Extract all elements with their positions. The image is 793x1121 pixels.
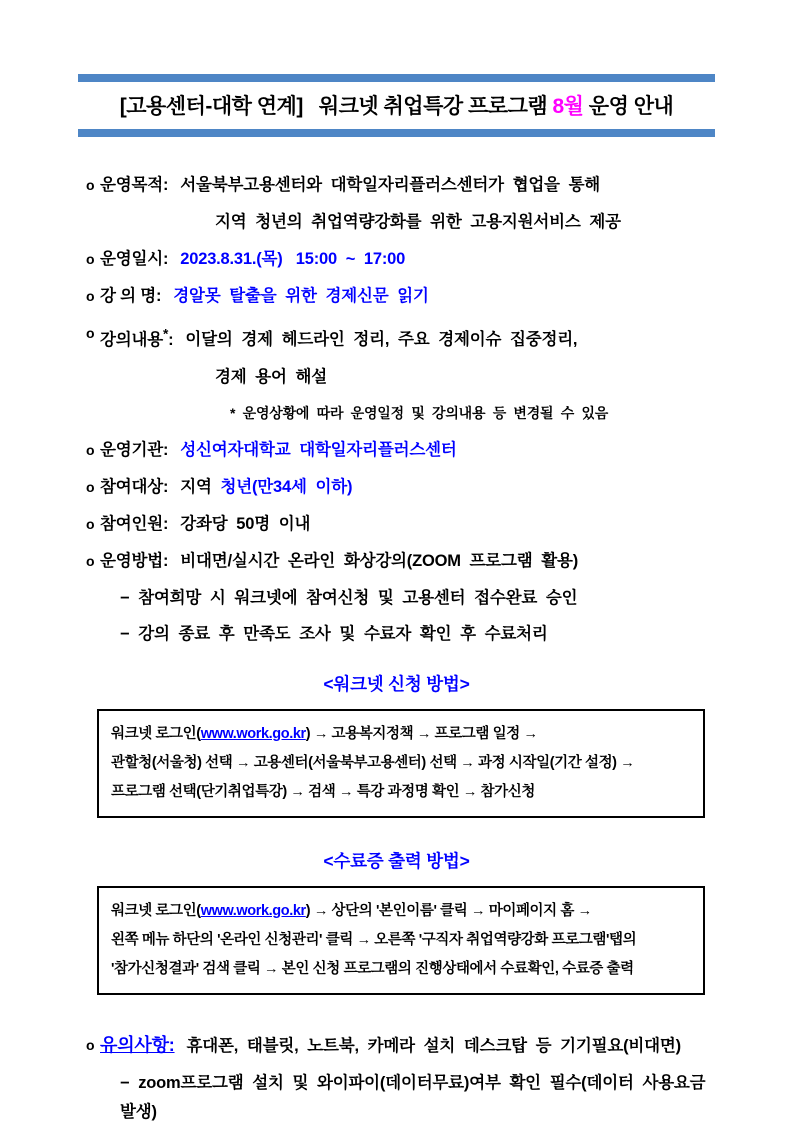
method-subline-2: − 강의 종료 후 만족도 조사 및 수료자 확인 후 수료처리 [120,624,548,643]
target-value-highlight: 청년(만34세 이하) [220,477,353,496]
contents-change-note: * 운영상황에 따라 운영일정 및 강의내용 등 변경될 수 있음 [230,404,609,421]
title-suffix: 운영 안내 [583,95,674,118]
worknet-apply-line1: 워크넷 로그인(www.work.go.kr) → 고용복지정책 → 프로그램 일정 → [111,725,538,742]
notice-label: 유의사항: [100,1034,175,1055]
certificate-print-line2: 왼쪽 메뉴 하단의 '온라인 신청관리' 클릭 → 오른쪽 '구직자 취업역량강화 프로그램'탭의 [111,931,637,948]
notice-section [78,1031,715,1121]
organizer-value: 성신여자대학교 대학일자리플러스센터 [180,440,457,459]
capacity-label: 참여인원: [100,514,169,533]
method-label: 운영방법: [100,551,169,570]
info-list [78,171,715,1121]
bullet-marker: o [86,441,95,458]
notice-subline: − zoom프로그램 설치 및 와이파이(데이터무료)여부 확인 필수(데이터 사용요금 발생) [120,1073,715,1121]
bullet-marker: o [86,177,95,193]
target-label: 참여대상: [100,477,169,496]
bullet-marker: o [86,515,95,532]
info-row-target [78,473,715,502]
bullet-marker: o [86,1036,95,1053]
info-row-purpose [78,171,715,200]
notice-value: 휴대폰, 태블릿, 노트북, 카메라 설치 데스크탑 등 기기필요(비대면) [186,1036,681,1055]
method-subline-1: − 참여희망 시 워크넷에 참여신청 및 고용센터 접수완료 승인 [120,588,578,607]
bullet-marker: o [86,478,95,495]
certificate-print-box [97,886,705,995]
document-page [78,74,715,1121]
title-bottom-rule [78,129,715,137]
title-top-rule [78,74,715,82]
page-title [78,82,715,129]
contents-value: 이달의 경제 헤드라인 정리, 주요 경제이슈 집중정리, [185,330,578,349]
bullet-marker: o [86,288,95,304]
organizer-label: 운영기관: [100,440,169,459]
notice-row [78,1031,715,1061]
lecture-name-value: 경알못 탈출을 위한 경제신문 읽기 [173,287,429,305]
datetime-label: 운영일시: [100,250,169,268]
bullet-marker: o [86,325,95,341]
method-value: 비대면/실시간 온라인 화상강의(ZOOM 프로그램 활용) [180,551,579,570]
bullet-marker: o [86,251,95,267]
purpose-value-line2: 지역 청년의 취업역량강화를 위한 고용지원서비스 제공 [215,213,621,231]
info-row-lecture-name [78,282,715,311]
certificate-print-line3: '참가신청결과' 검색 클릭 → 본인 신청 프로그램의 진행상태에서 수료확인, 수료증 출력 [111,960,634,977]
title-main: 워크넷 취업특강 프로그램 [318,95,553,118]
capacity-value: 강좌당 50명 이내 [180,514,311,533]
worknet-link[interactable]: www.work.go.kr [200,725,306,742]
target-value-prefix: 지역 [180,477,221,496]
contents-label-superscript: * [162,326,169,341]
worknet-apply-line3: 프로그램 선택(단기취업특강) → 검색 → 특강 과정명 확인 → 참가신청 [111,783,535,800]
bullet-marker: o [86,552,95,569]
info-row-capacity [78,510,715,539]
lecture-name-label: 강 의 명: [100,287,162,305]
info-row-datetime [78,245,715,274]
contents-value-line2: 경제 용어 해설 [215,367,327,386]
datetime-value: 2023.8.31.(목) 15:00 ~ 17:00 [180,250,406,268]
worknet-apply-line2: 관할청(서울청) 선택 → 고용센터(서울북부고용센터) 선택 → 과정 시작일(기간 설정) → [111,754,635,771]
info-row-method [78,547,715,576]
title-banner [78,74,715,137]
worknet-apply-box [97,709,705,818]
worknet-apply-heading: <워크넷 신청 방법> [323,673,470,694]
title-month: 8월 [552,95,584,118]
certificate-print-heading: <수료증 출력 방법> [323,850,470,871]
worknet-link[interactable]: www.work.go.kr [200,902,306,919]
contents-label: 강의내용*: [100,326,174,349]
info-row-contents [78,319,715,355]
title-bracket: [고용센터-대학 연계] [119,95,303,118]
purpose-label: 운영목적: [100,176,169,194]
certificate-print-line1: 워크넷 로그인(www.work.go.kr) → 상단의 '본인이름' 클릭 → 마이페이지 홈 → [111,902,592,919]
purpose-value: 서울북부고용센터와 대학일자리플러스센터가 협업을 통해 [180,176,601,194]
info-row-organizer [78,436,715,465]
